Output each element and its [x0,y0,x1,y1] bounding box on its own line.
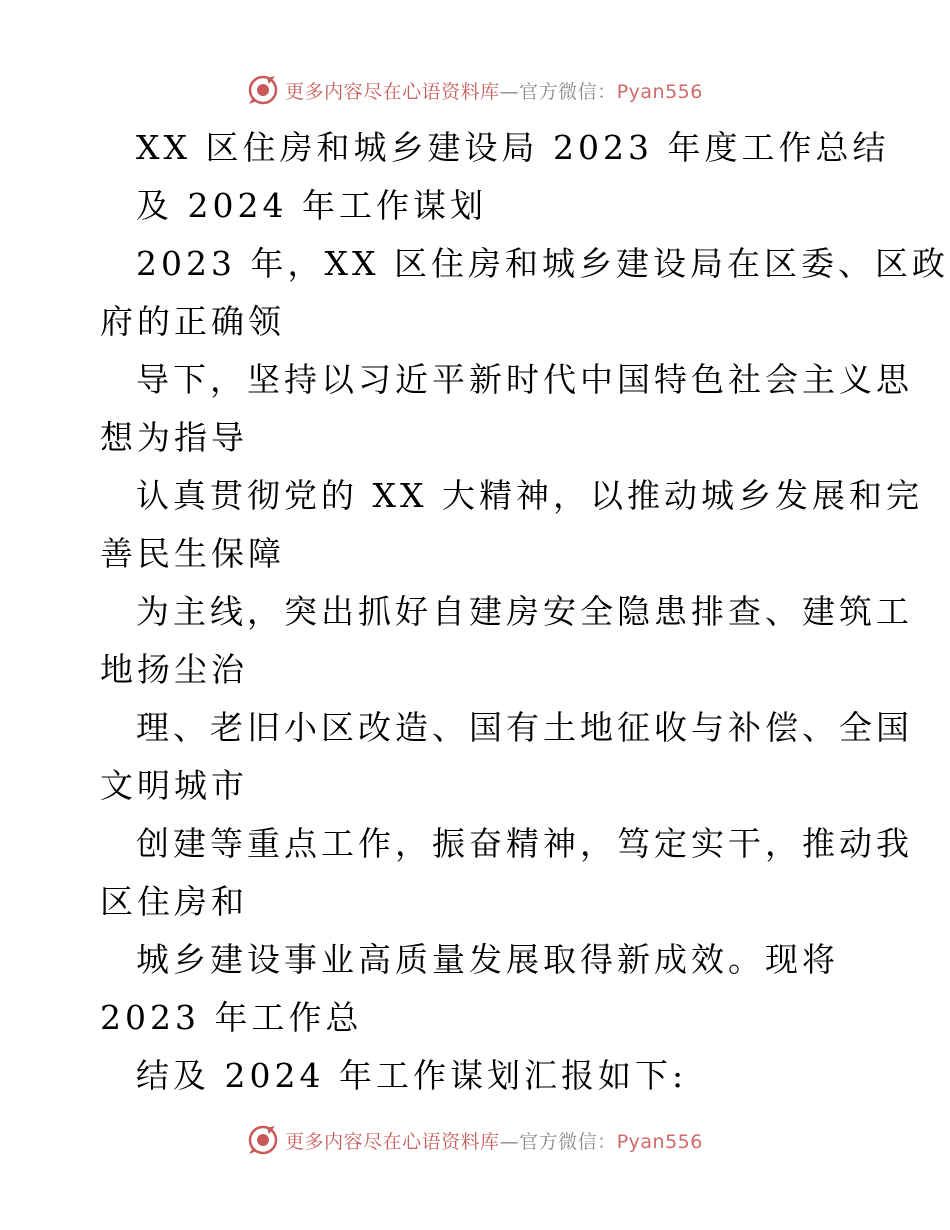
watermark-contact-label: 官方微信： [519,80,617,103]
document-title-line-2: 及 2024 年工作谋划 [136,186,487,225]
body-line: 地扬尘治 [100,650,248,689]
watermark-dash: — [499,1130,520,1153]
body-line: 创建等重点工作，振奋精神，笃定实干，推动我 [136,824,913,863]
quill-seal-icon [247,74,279,106]
watermark-contact-id: Pyan556 [616,1130,703,1153]
body-line: 为主线，突出抓好自建房安全隐患排查、建筑工 [136,592,913,631]
watermark-text [285,1127,703,1154]
body-line: 认真贯彻党的 XX 大精神，以推动城乡发展和完 [136,476,923,515]
body-line: 2023 年工作总 [100,998,363,1037]
watermark-text [285,77,703,104]
body-line: 善民生保障 [100,534,285,573]
body-line: 理、老旧小区改造、国有土地征收与补偿、全国 [136,708,913,747]
body-line: 导下，坚持以习近平新时代中国特色社会主义思 [136,360,913,399]
body-line: 想为指导 [100,418,248,457]
body-line: 府的正确领 [100,302,285,341]
quill-seal-icon [247,1124,279,1156]
body-line: 城乡建设事业高质量发展取得新成效。现将 [136,940,839,979]
document-title-line-1: XX 区住房和城乡建设局 2023 年度工作总结 [136,128,890,167]
watermark-dash: — [499,80,520,103]
watermark-main-text: 更多内容尽在心语资料库 [285,1130,500,1153]
body-line: 结及 2024 年工作谋划汇报如下: [136,1056,688,1095]
footer-watermark [0,1120,950,1160]
body-line: 文明城市 [100,766,248,805]
body-line: 区住房和 [100,882,248,921]
watermark-main-text: 更多内容尽在心语资料库 [285,80,500,103]
watermark-contact-label: 官方微信： [519,1130,617,1153]
watermark-contact-id: Pyan556 [616,80,703,103]
body-line: 2023 年，XX 区住房和城乡建设局在区委、区政 [136,244,949,283]
header-watermark [0,70,950,110]
